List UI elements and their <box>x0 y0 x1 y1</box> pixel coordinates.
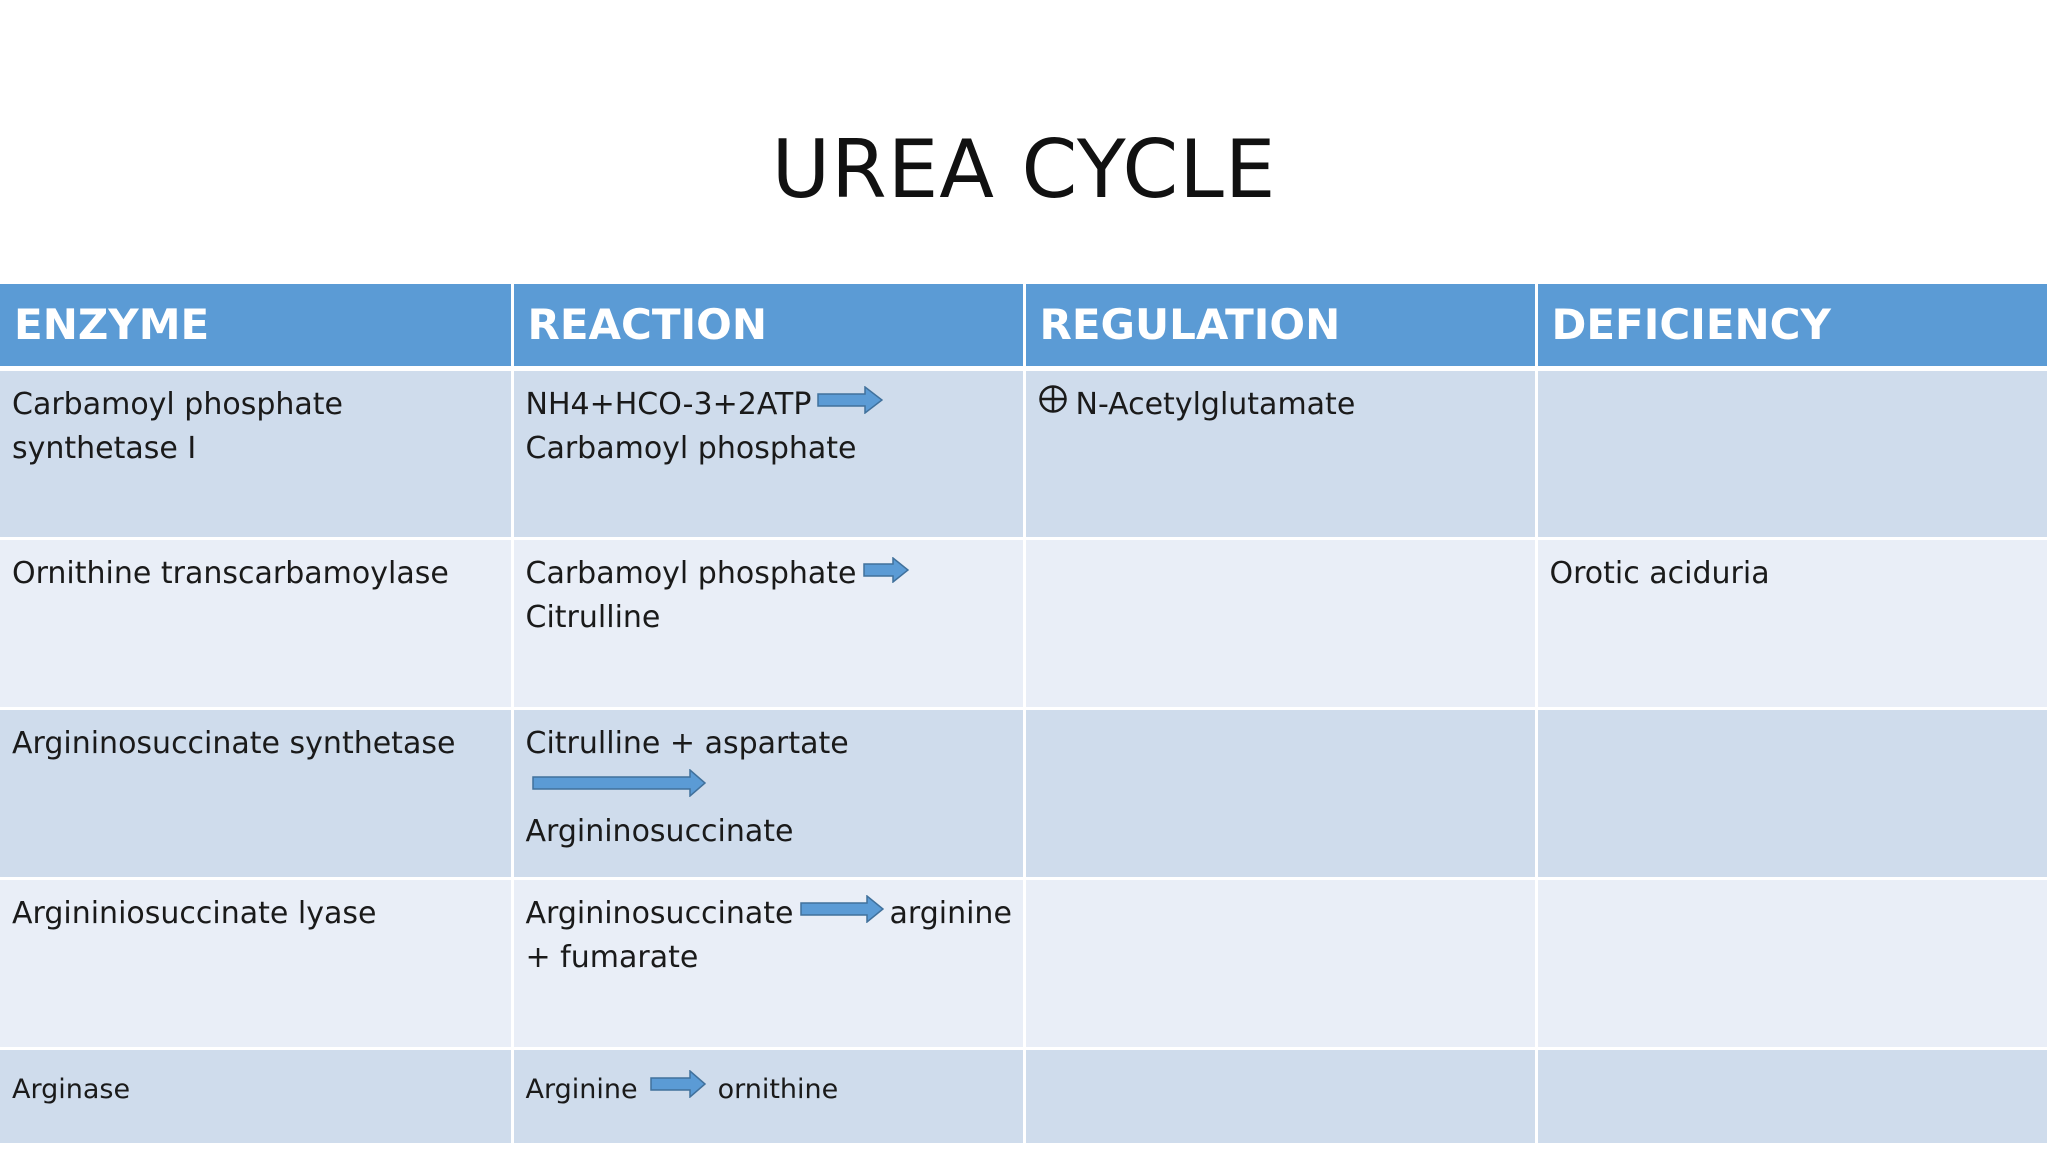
right-arrow-icon <box>532 766 706 810</box>
enzyme-name: Ornithine transcarbamoylase <box>12 555 449 591</box>
regulation-cell <box>1024 368 1536 538</box>
reaction-cell <box>512 368 1024 538</box>
enzyme-name: Argininiosuccinate lyase <box>12 895 377 931</box>
slide-title: UREA CYCLE <box>771 123 1277 216</box>
right-arrow-icon <box>817 383 883 427</box>
regulator-name: N-Acetylglutamate <box>1075 386 1356 422</box>
regulation-cell <box>1024 538 1536 708</box>
enzyme-cell <box>0 538 512 708</box>
reaction-substrate: NH4+HCO-3+2ATP <box>525 386 812 422</box>
enzyme-name: Arginase <box>12 1073 131 1105</box>
deficiency-cell: Orotic aciduria <box>1536 538 2048 708</box>
table-row <box>0 538 2048 708</box>
right-arrow-icon <box>800 892 884 936</box>
regulation-cell <box>1024 1048 1536 1144</box>
reaction-substrate: Argininosuccinate <box>525 895 794 931</box>
header-regulation: REGULATION <box>1024 284 1536 368</box>
reaction-product: ornithine <box>717 1073 839 1105</box>
reaction-substrate: Arginine <box>525 1073 638 1105</box>
reaction-product: Carbamoyl phosphate <box>525 431 857 466</box>
table-row <box>0 1048 2048 1144</box>
reaction-substrate: Carbamoyl phosphate <box>525 555 857 591</box>
regulation-cell <box>1024 878 1536 1048</box>
table-row <box>0 368 2048 538</box>
right-arrow-icon <box>863 552 909 596</box>
header-enzyme: ENZYME <box>0 284 512 368</box>
regulation-cell <box>1024 708 1536 878</box>
reaction-cell <box>512 878 1024 1048</box>
reaction-cell <box>512 538 1024 708</box>
enzyme-cell <box>0 368 512 538</box>
header-reaction: REACTION <box>512 284 1024 368</box>
table-row <box>0 708 2048 878</box>
right-arrow-icon <box>650 1068 706 1112</box>
reaction-cell <box>512 1048 1024 1144</box>
reaction-product: arginine + fumarate <box>525 895 1012 975</box>
header-deficiency: DEFICIENCY <box>1536 284 2048 368</box>
enzyme-name: Argininosuccinate synthetase <box>12 725 456 761</box>
circled-plus-icon <box>1038 383 1068 427</box>
table-row <box>0 878 2048 1048</box>
deficiency-cell <box>1536 878 2048 1048</box>
deficiency-cell <box>1536 1048 2048 1144</box>
urea-cycle-table <box>0 284 2048 1146</box>
enzyme-cell <box>0 708 512 878</box>
deficiency-cell <box>1536 368 2048 538</box>
enzyme-name: Carbamoyl phosphate synthetase I <box>12 386 343 466</box>
enzyme-cell <box>0 878 512 1048</box>
reaction-cell <box>512 708 1024 878</box>
table-header-row <box>0 284 2048 368</box>
enzyme-cell <box>0 1048 512 1144</box>
reaction-substrate: Citrulline + aspartate <box>525 725 849 761</box>
reaction-product: Citrulline <box>525 600 661 635</box>
reaction-product: Argininosuccinate <box>525 814 794 849</box>
deficiency-cell <box>1536 708 2048 878</box>
